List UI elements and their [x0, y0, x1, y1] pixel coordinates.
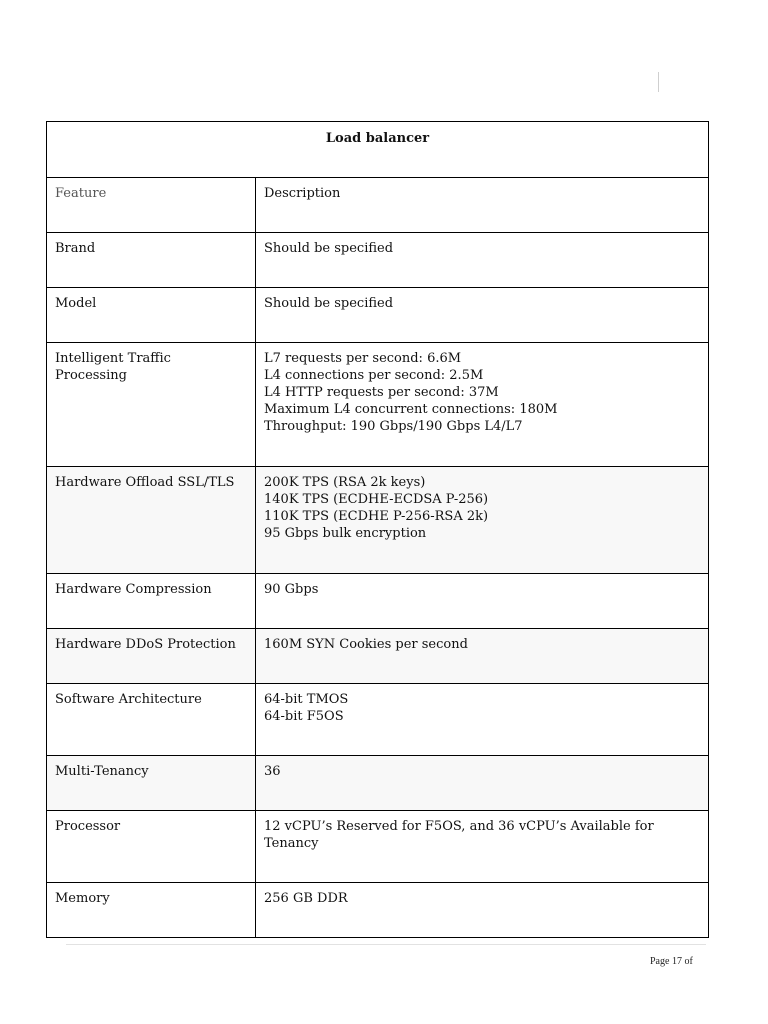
feature-cell: Intelligent Traffic Processing	[47, 343, 256, 467]
table-header-row	[47, 178, 709, 233]
feature-cell: Brand	[47, 233, 256, 288]
description-cell	[256, 233, 709, 288]
description-column-header: Description	[256, 178, 709, 233]
footer-divider	[66, 944, 706, 945]
description-cell	[256, 756, 709, 811]
table-row	[47, 233, 709, 288]
description-line: 12 vCPU’s Reserved for F5OS, and 36 vCPU’s Available for Tenancy	[264, 819, 654, 851]
description-line: Maximum L4 concurrent connections: 180M	[264, 402, 558, 417]
description-line: 110K TPS (ECDHE P-256-RSA 2k)	[264, 509, 489, 524]
description-cell	[256, 684, 709, 756]
description-line: 256 GB DDR	[264, 891, 348, 906]
description-cell	[256, 343, 709, 467]
load-balancer-spec-table	[46, 121, 709, 938]
table-row	[47, 684, 709, 756]
feature-cell: Processor	[47, 811, 256, 883]
description-line: 36	[264, 764, 281, 779]
description-line: 160M SYN Cookies per second	[264, 637, 468, 652]
table-row	[47, 574, 709, 629]
description-cell	[256, 574, 709, 629]
feature-cell: Memory	[47, 883, 256, 938]
description-line: 140K TPS (ECDHE-ECDSA P-256)	[264, 492, 489, 507]
description-cell	[256, 467, 709, 574]
description-line: L4 HTTP requests per second: 37M	[264, 385, 499, 400]
feature-cell: Software Architecture	[47, 684, 256, 756]
description-line: Should be specified	[264, 296, 394, 311]
feature-cell: Hardware Offload SSL/TLS	[47, 467, 256, 574]
table-row	[47, 288, 709, 343]
header-divider	[658, 72, 659, 92]
description-line: 90 Gbps	[264, 582, 319, 597]
description-line: 200K TPS (RSA 2k keys)	[264, 475, 426, 490]
table-row	[47, 343, 709, 467]
feature-column-header: Feature	[47, 178, 256, 233]
table-row	[47, 467, 709, 574]
feature-cell: Hardware DDoS Protection	[47, 629, 256, 684]
table-title-row	[47, 122, 709, 178]
description-line: L4 connections per second: 2.5M	[264, 368, 484, 383]
description-cell	[256, 288, 709, 343]
page-number: Page 17 of	[650, 956, 693, 967]
description-line: Throughput: 190 Gbps/190 Gbps L4/L7	[264, 419, 523, 434]
description-cell	[256, 883, 709, 938]
feature-cell: Model	[47, 288, 256, 343]
feature-cell: Multi-Tenancy	[47, 756, 256, 811]
description-cell	[256, 629, 709, 684]
description-line: 95 Gbps bulk encryption	[264, 526, 427, 541]
table-row	[47, 811, 709, 883]
description-line: 64-bit F5OS	[264, 709, 344, 724]
description-line: Should be specified	[264, 241, 394, 256]
table-row	[47, 883, 709, 938]
feature-cell: Hardware Compression	[47, 574, 256, 629]
table-row	[47, 629, 709, 684]
description-cell	[256, 811, 709, 883]
description-line: 64-bit TMOS	[264, 692, 349, 707]
table-row	[47, 756, 709, 811]
description-line: L7 requests per second: 6.6M	[264, 351, 462, 366]
table-title: Load balancer	[47, 122, 709, 178]
